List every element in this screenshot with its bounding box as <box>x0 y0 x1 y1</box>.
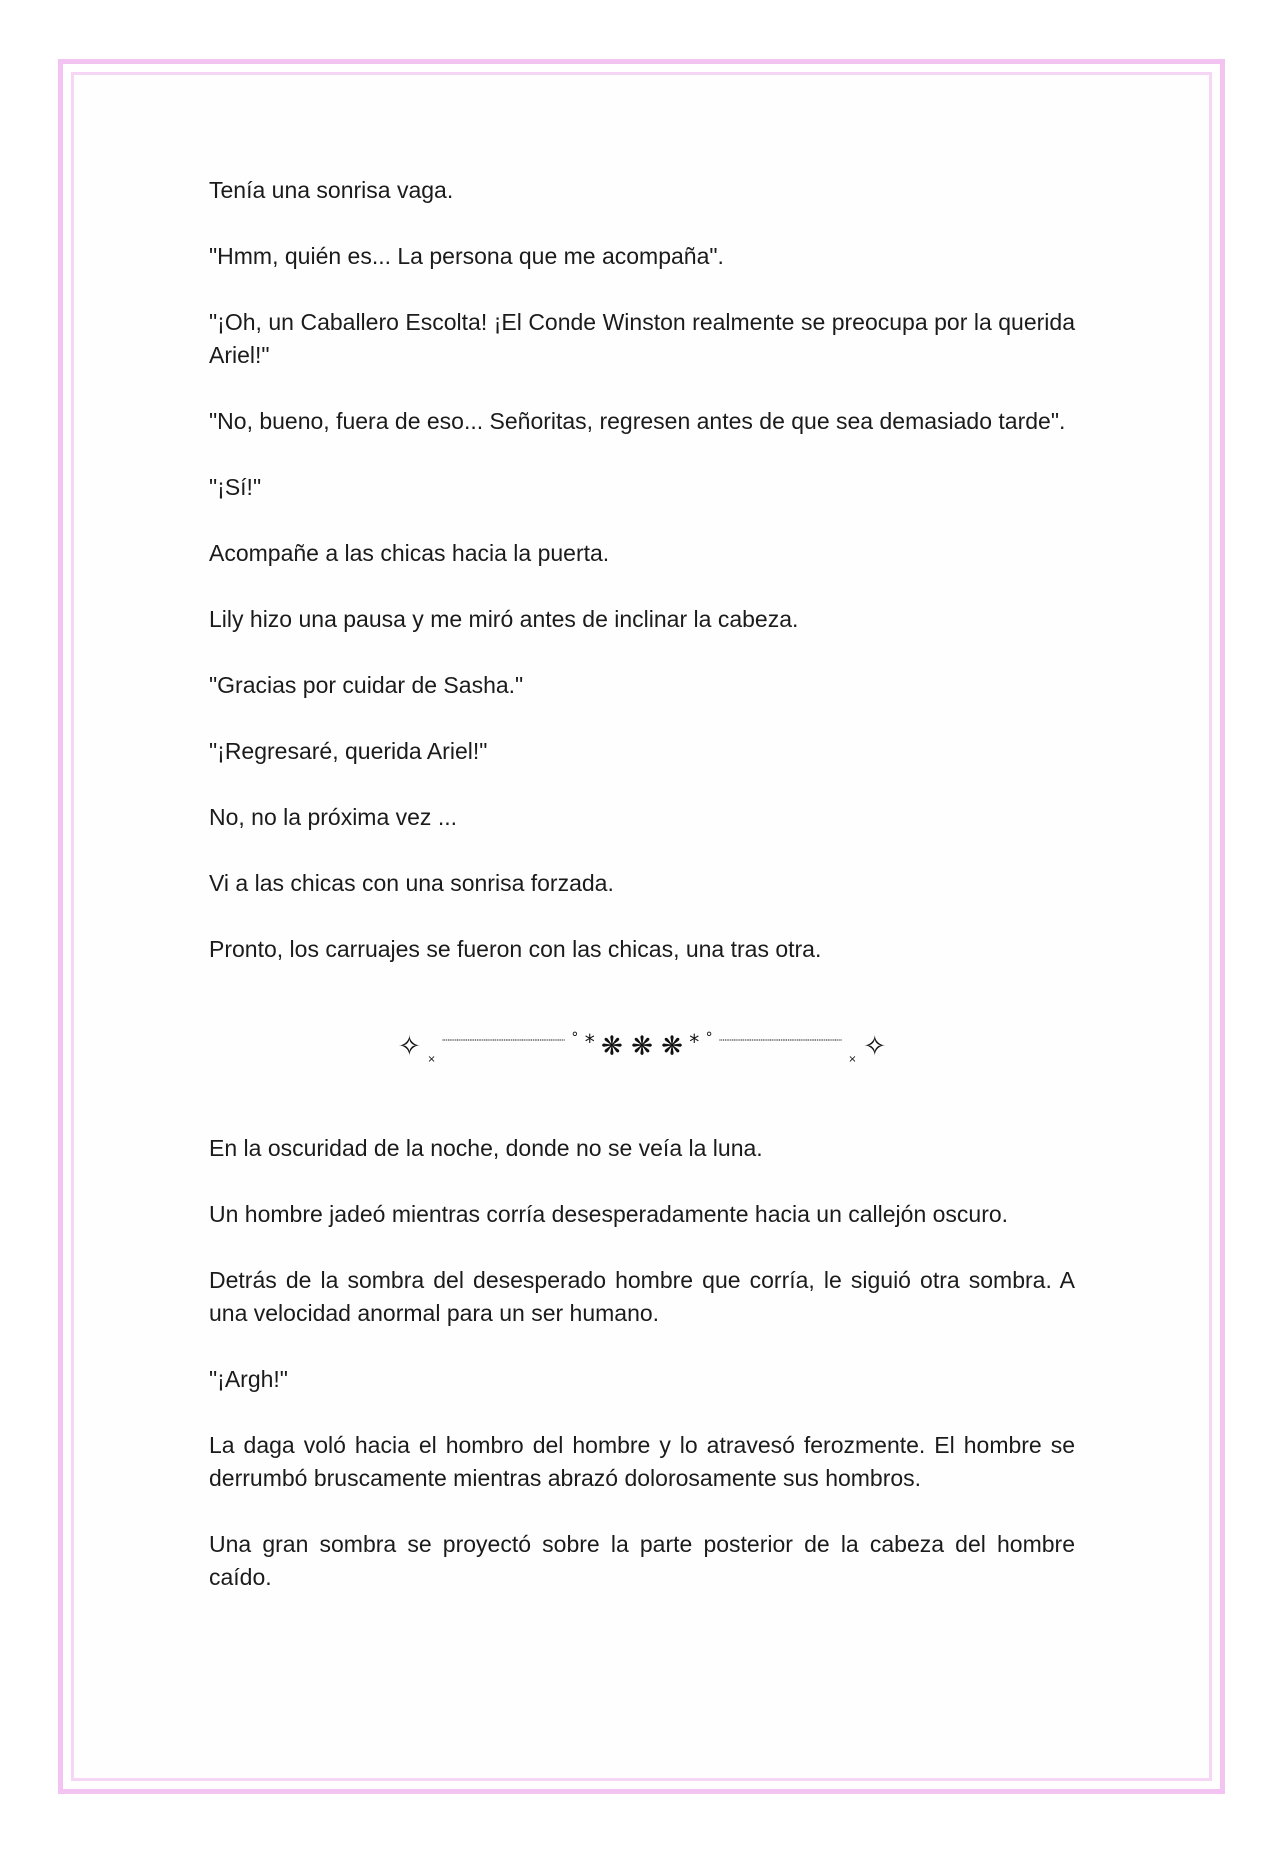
cross-icon: × <box>427 1054 436 1065</box>
paragraph: La daga voló hacia el hombro del hombre y lo atravesó ferozmente. El hombre se derrumbó bruscamente mientras abrazó dolorosamente sus hombros. <box>209 1432 1075 1491</box>
sparkle-icon: ✧ <box>397 1029 422 1063</box>
dotted-line: ┈┈┈┈┈┈┈┈┈┈┈┈┈┈┈┈┈ <box>442 1033 565 1047</box>
paragraph: En la oscuridad de la noche, donde no se veía la luna. <box>209 1135 763 1161</box>
degree-icon: ° <box>705 1030 713 1046</box>
paragraph: "¡Argh!" <box>209 1366 288 1392</box>
dotted-line: ┈┈┈┈┈┈┈┈┈┈┈┈┈┈┈┈┈ <box>719 1033 842 1047</box>
paragraph: "No, bueno, fuera de eso... Señoritas, regresen antes de que sea demasiado tarde". <box>209 408 1066 434</box>
paragraph: "¡Regresaré, querida Ariel!" <box>209 738 488 764</box>
cross-icon: × <box>848 1054 857 1065</box>
paragraph: "¡Oh, un Caballero Escolta! ¡El Conde Winston realmente se preocupa por la querida Ariel!" <box>209 309 1075 368</box>
page-content <box>209 174 1075 1627</box>
degree-icon: ° <box>571 1030 579 1046</box>
paragraph: "Gracias por cuidar de Sasha." <box>209 672 524 698</box>
paragraph: Pronto, los carruajes se fueron con las chicas, una tras otra. <box>209 936 822 962</box>
paragraph: Vi a las chicas con una sonrisa forzada. <box>209 870 614 896</box>
paragraph: "¡Sí!" <box>209 474 262 500</box>
asterisk-icon: * <box>689 1030 700 1054</box>
paragraph: Un hombre jadeó mientras corría desesperadamente hacia un callejón oscuro. <box>209 1201 1009 1227</box>
paragraph: Tenía una sonrisa vaga. <box>209 177 454 203</box>
paragraph: Detrás de la sombra del desesperado hombre que corría, le siguió otra sombra. A una velocidad anormal para un ser humano. <box>209 1267 1075 1326</box>
paragraph: Lily hizo una pausa y me miró antes de inclinar la cabeza. <box>209 606 799 632</box>
asterisk-icon: * <box>584 1030 595 1054</box>
scene-break-separator <box>209 1018 1075 1080</box>
sparkle-icon: ✧ <box>862 1029 887 1063</box>
paragraph: Una gran sombra se proyectó sobre la parte posterior de la cabeza del hombre caído. <box>209 1531 1075 1590</box>
paragraph: Acompañe a las chicas hacia la puerta. <box>209 540 610 566</box>
paragraph: "Hmm, quién es... La persona que me acompaña". <box>209 243 724 269</box>
flower-icons: ❋ ❋ ❋ <box>601 1031 683 1062</box>
paragraph: No, no la próxima vez ... <box>209 804 457 830</box>
